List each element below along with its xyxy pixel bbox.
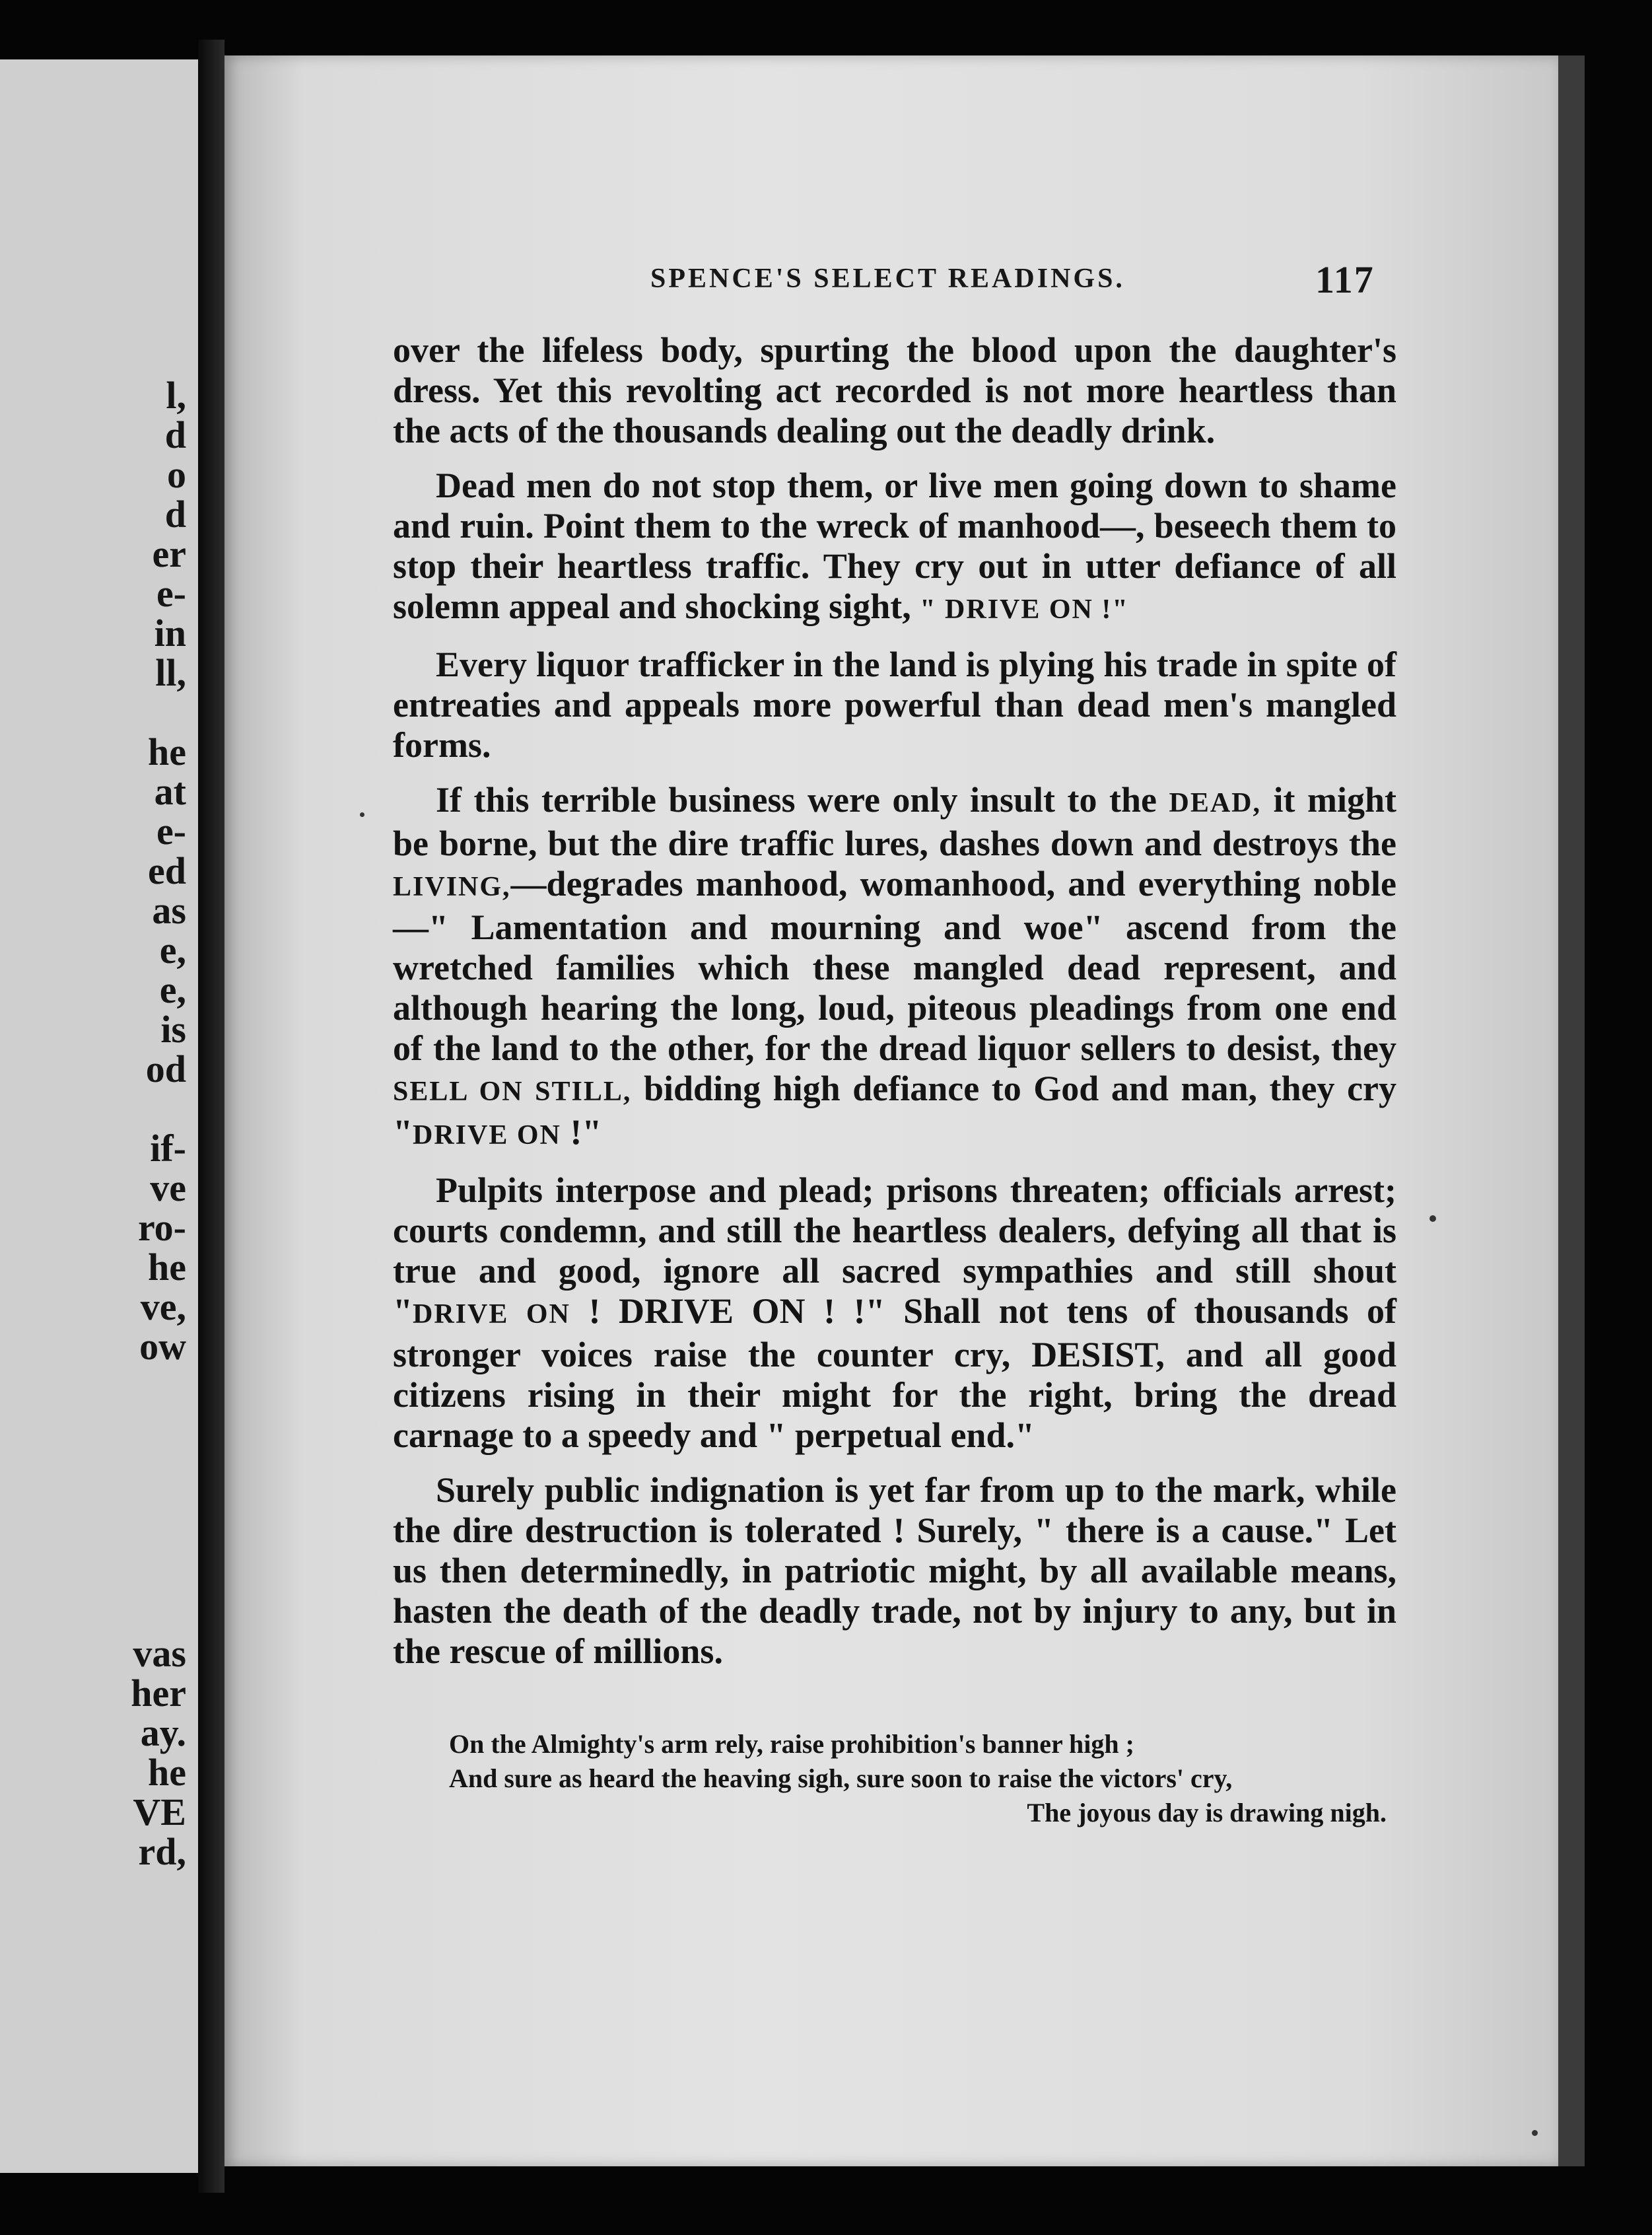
paragraph-6: Surely public indignation is yet far from up to the mark, while the dire destruction is tolerated ! Surely, " there is a cause." Let us then determinedly, in patriotic might, by all available means, hasten the death of the deadly trade, not by injury to any, but in the rescue of millions. [393,1470,1396,1671]
paragraph-5-part-a: Pulpits interpose and plead; prisons threaten; officials arrest; courts condemn, and still the heartless dealers, defying all that is true and good, ignore all sacred sympathies and still shout " [393,1170,1396,1331]
facing-page-word: e, [159,929,186,972]
ink-speck [1532,2130,1538,2136]
paragraph-4-part-b: it might be borne, but the dire traffic lures, dashes down and destroys the [393,780,1396,863]
running-header: SPENCE'S SELECT READINGS. [650,264,1125,294]
paragraph-4-sell-on-still: SELL ON STILL, [393,1077,632,1107]
facing-page-word: e- [156,572,186,615]
facing-page-word: l, [166,374,186,417]
facing-page-word: vas [133,1632,186,1675]
verse-line-1: On the Almighty's arm rely, raise prohibition's banner high ; [449,1729,1134,1759]
paragraph-5 [393,1170,1396,1456]
page-number: 117 [1315,258,1375,301]
facing-page-word: in [154,612,186,655]
ink-speck [360,812,364,817]
paragraph-2 [393,466,1396,630]
paragraph-2-text: Dead men do not stop them, or live men going down to shame and ruin. Point them to the wreck of manhood—, beseech them to stop their heartless traffic. They cry out in utter defiance of all solemn appeal and shocking sight, [393,466,1396,626]
paragraph-4-dead: DEAD, [1169,788,1262,818]
facing-page-word: at [154,770,186,813]
facing-page-word: d [164,413,186,456]
paragraph-4-part-a: If this terrible business were only insult to the [436,780,1157,820]
facing-page-word: o [167,453,186,496]
paragraph-4-living: LIVING, [393,872,511,902]
facing-page-word: he [148,730,186,773]
paragraph-4 [393,780,1396,1156]
closing-verse [449,1727,1400,1830]
facing-page-word: as [152,889,186,932]
facing-page-word: her [131,1672,186,1715]
facing-page-word: ro- [137,1206,186,1249]
paragraph-5-part-b: ! DRIVE ON ! !" Shall not tens of thousands of stronger voices raise the counter cry, DESIST, and all good citizens rising in their might for the right, bring the dread carnage to a speedy and " perpetual end." [393,1291,1397,1455]
body-text [393,330,1396,1686]
paragraph-4-drive-on: DRIVE ON [412,1120,561,1151]
book-gutter [198,40,224,2193]
facing-page-word: if- [150,1127,186,1170]
facing-page-word: ay. [140,1711,186,1754]
facing-page-word: ve [150,1166,186,1209]
paragraph-4-part-e: !" [570,1112,602,1152]
facing-page-word: er [152,532,186,575]
facing-page-word: rd, [138,1830,186,1873]
paragraph-4-part-c: —degrades manhood, womanhood, and everything noble—" Lamentation and mourning and woe" ascend from the wretched families which these mangled dead represent, and although hearing the long, loud, piteous pleadings from one end of the land to the other, for the dread liquor sellers to desist, they [393,864,1396,1068]
facing-page-word: ow [139,1325,186,1368]
paragraph-1: over the lifeless body, spurting the blood upon the daughter's dress. Yet this revolting act recorded is not more heartless than the acts of the thousands dealing out the deadly drink. [393,330,1396,450]
facing-page-word: e- [156,810,186,853]
facing-page-fragment [0,59,210,2173]
facing-page-word: is [160,1008,186,1051]
facing-page-word: od [145,1047,186,1090]
paragraph-5-drive-on: DRIVE ON [412,1299,570,1330]
facing-page-word: d [164,493,186,536]
ink-speck [1429,1215,1436,1222]
verse-line-2: And sure as heard the heaving sigh, sure soon to raise the victors' cry, [449,1763,1233,1793]
facing-page-word: ed [148,849,186,892]
verse-line-3: The joyous day is drawing nigh. [1027,1798,1387,1827]
facing-page-word: e, [159,968,186,1011]
facing-page-word: he [148,1751,186,1794]
facing-page-word: he [148,1246,186,1289]
paragraph-2-cry: " DRIVE ON !" [920,594,1129,625]
facing-page-word: VE [133,1791,186,1833]
facing-page-word: ve, [140,1285,186,1328]
facing-page-word: ll, [155,651,186,694]
paragraph-3: Every liquor trafficker in the land is plying his trade in spite of entreaties and appeals more powerful than dead men's mangled forms. [393,645,1396,765]
paragraph-4-part-d: bidding high defiance to God and man, they cry " [393,1069,1397,1152]
